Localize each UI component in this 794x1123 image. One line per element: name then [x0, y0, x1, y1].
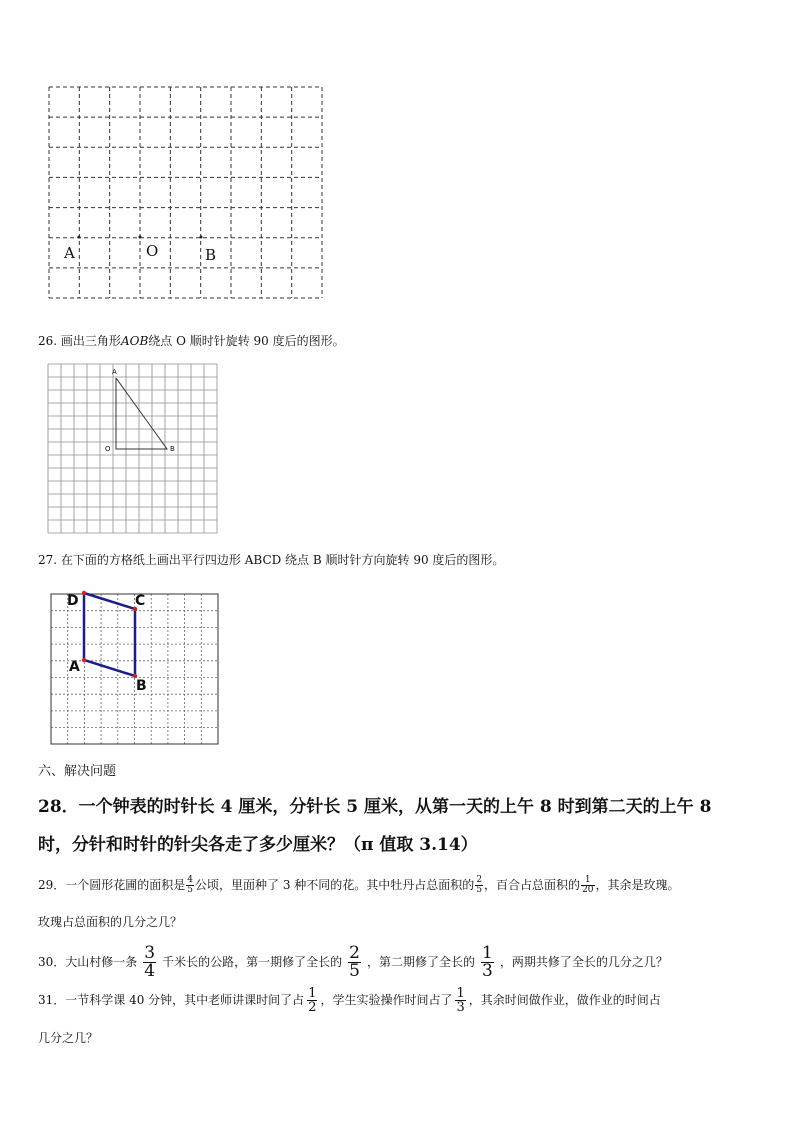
question-number: 30． — [38, 955, 66, 969]
question-28-line-2: 时，分针和时针的针尖各走了多少厘米？（π 值取 3.14） — [38, 835, 478, 855]
question-31-line-1: 31．一节科学课 40 分钟，其中老师讲课时间了占 $\frac{1}{2}$ ，学生实验操作时间占了 $\frac{1}{3}$ ，其余时间做作业，做作业的时间占 — [38, 986, 661, 1015]
fraction: $\frac{3}{4}$ — [144, 943, 156, 981]
point-o-label: O — [146, 242, 159, 260]
fraction: $\frac{4}{5}$ — [187, 875, 194, 895]
vertex-d-label: D — [67, 593, 79, 609]
fraction: $\frac{2}{5}$ — [476, 875, 483, 895]
triangle-point-b: B — [170, 445, 175, 453]
triangle-point-o: O — [105, 445, 111, 453]
question-31-line-2: 几分之几？ — [38, 1031, 99, 1045]
question-number: 31． — [38, 993, 66, 1007]
vertex-a-label: A — [69, 659, 80, 675]
fraction: $\frac{1}{3}$ — [481, 943, 493, 981]
question-number: 26. — [38, 334, 58, 348]
fraction: $\frac{1}{2}$ — [308, 986, 317, 1015]
question-number: 29． — [38, 878, 66, 892]
point-b-label: B — [205, 246, 217, 264]
vertex-b-label: B — [136, 678, 147, 694]
point-a-label: A — [64, 244, 75, 262]
question-28-line-1: 28．一个钟表的时针长 4 厘米，分针长 5 厘米，从第一天的上午 8 时到第二天的上午 8 — [38, 797, 712, 817]
question-29-line-2: 玫瑰占总面积的几分之几？ — [38, 915, 183, 929]
parallelogram-abcd — [84, 593, 135, 676]
vertex-c-label: C — [135, 593, 146, 609]
fraction: $\frac{1}{20}$ — [582, 875, 594, 895]
question-26: 26. 画出三角形AOB绕点 O 顺时针旋转 90 度后的图形。 — [38, 334, 345, 348]
triangle-name: AOB — [120, 334, 149, 348]
fraction: $\frac{2}{5}$ — [349, 943, 360, 981]
question-29-line-1: 29．一个圆形花圃的面积是 $\frac{4}{5}$ 公顷，里面种了 3 种不同的花。其中牡丹占总面积的 $\frac{2}{5}$ ，百合占总面积的 $\frac{1}{20}$ ，其余是玫瑰。 — [38, 875, 680, 895]
fraction: $\frac{1}{3}$ — [456, 986, 465, 1015]
question-27: 27. 在下面的方格纸上画出平行四边形 ABCD 绕点 B 顺时针方向旋转 90 度后的图形。 — [38, 553, 505, 567]
question-number: 27. — [38, 553, 58, 567]
question-30: 30．大山村修一条 $\frac{3}{4}$ 千米长的公路，第一期修了全长的 $\frac{2}{5}$ ，第二期修了全长的 $\frac{1}{3}$ ，两期共修了全长的几分之几？ — [38, 943, 668, 981]
section-title: 六、解决问题 — [38, 764, 117, 779]
triangle-point-a: A — [112, 368, 117, 376]
